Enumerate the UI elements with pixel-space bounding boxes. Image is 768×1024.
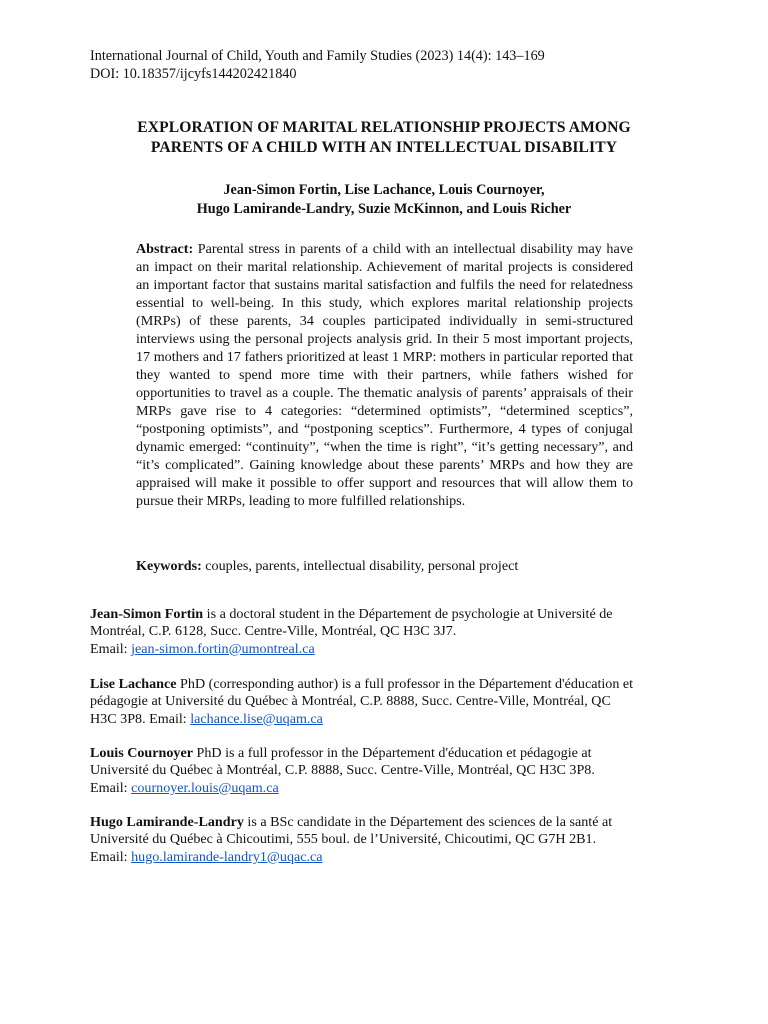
author-bio-text: PhD (corresponding author) is a full professor in the Département d'éducation et (176, 676, 634, 692)
author-bio-name: Hugo Lamirande-Landry (90, 814, 244, 830)
journal-doi: DOI: 10.18357/ijcyfs144202421840 (90, 66, 297, 82)
email-link[interactable]: jean-simon.fortin@umontreal.ca (131, 640, 315, 657)
author-bio-name: Jean-Simon Fortin (90, 606, 204, 622)
author-bio-address: Université du Québec à Chicoutimi, 555 boul. de l’Université, Chicoutimi, QC G7H 2B1. (90, 831, 597, 848)
journal-header (90, 47, 545, 83)
author-list-line-1: Jean-Simon Fortin, Lise Lachance, Louis Cournoyer, (223, 182, 545, 198)
abstract-text: Parental stress in parents of a child with an intellectual disability may have an impact on their marital relationship. Achievement of marital projects is considered an important factor that sustains marital satisfaction and fulfils the need for relatedness essential to well-being. In this study, which explores marital relationship projects (MRPs) of these parents, 34 couples participated individually in semi-structured interviews using the personal projects analysis grid. In their 5 most important projects, 17 mothers and 17 fathers prioritized at least 1 MRP: mothers in particular reported that they wanted to spend more time with their partners, while fathers wished for opportunities to travel as a couple. The thematic analysis of parents’ appraisals of their MRPs gave rise to 4 categories: “determined optimists”, “determined sceptics”, “postponing optimists”, and “postponing sceptics”. Furthermore, 4 types of conjugal dynamic emerged: “continuity”, “when the time is right”, “it’s getting necessary”, and “it’s complicated”. Gaining knowledge about these parents’ MRPs and how they are appraised will make it possible to offer support and resources that will allow them to pursue their MRPs, leading to more fulfilled relationships. (136, 241, 633, 509)
author-bio-name: Lise Lachance (90, 676, 177, 692)
email-link[interactable]: hugo.lamirande-landry1@uqac.ca (131, 848, 323, 865)
author-bio-email-label: Email: (90, 779, 132, 796)
author-bio-text: is a doctoral student in the Département de psychologie at Université de (203, 606, 613, 622)
paper-title-line-2: PARENTS OF A CHILD WITH AN INTELLECTUAL DISABILITY (150, 139, 618, 156)
author-list (60, 181, 708, 219)
paper-title-line-1: EXPLORATION OF MARITAL RELATIONSHIP PROJECTS AMONG (137, 119, 631, 136)
author-bio-text: PhD is a full professor in the Département d'éducation et pédagogie at (192, 745, 592, 761)
author-bio-email-label: Email: (90, 848, 132, 865)
author-bio-address: pédagogie at Université du Québec à Montréal, C.P. 8888, Succ. Centre-Ville, Montréal, QC (90, 693, 611, 710)
author-bio (90, 606, 680, 658)
abstract (136, 240, 633, 510)
email-link[interactable]: lachance.lise@uqam.ca (190, 710, 323, 727)
abstract-label: Abstract: (136, 241, 194, 257)
keywords (136, 557, 518, 575)
paper-title (60, 118, 708, 158)
author-bio (90, 745, 680, 797)
author-bio-text: is a BSc candidate in the Département des sciences de la santé at (243, 814, 613, 830)
author-bio-address-end: H3C 3P8. Email: (90, 710, 191, 727)
author-bio-address: Université du Québec à Montréal, C.P. 8888, Succ. Centre-Ville, Montréal, QC H3C 3P8. (90, 762, 595, 779)
author-bio-name: Louis Cournoyer (90, 745, 193, 761)
journal-citation: International Journal of Child, Youth and Family Studies (2023) 14(4): 143–169 (90, 48, 545, 64)
keywords-text: couples, parents, intellectual disability, personal project (201, 558, 519, 574)
author-list-line-2: Hugo Lamirande-Landry, Suzie McKinnon, and Louis Richer (196, 201, 572, 217)
keywords-label: Keywords: (136, 558, 202, 574)
author-bio (90, 814, 680, 866)
author-bio-address: Montréal, C.P. 6128, Succ. Centre-Ville, Montréal, QC H3C 3J7. (90, 623, 457, 640)
email-link[interactable]: cournoyer.louis@uqam.ca (131, 779, 279, 796)
author-bio-email-label: Email: (90, 640, 132, 657)
author-bio (90, 676, 680, 728)
